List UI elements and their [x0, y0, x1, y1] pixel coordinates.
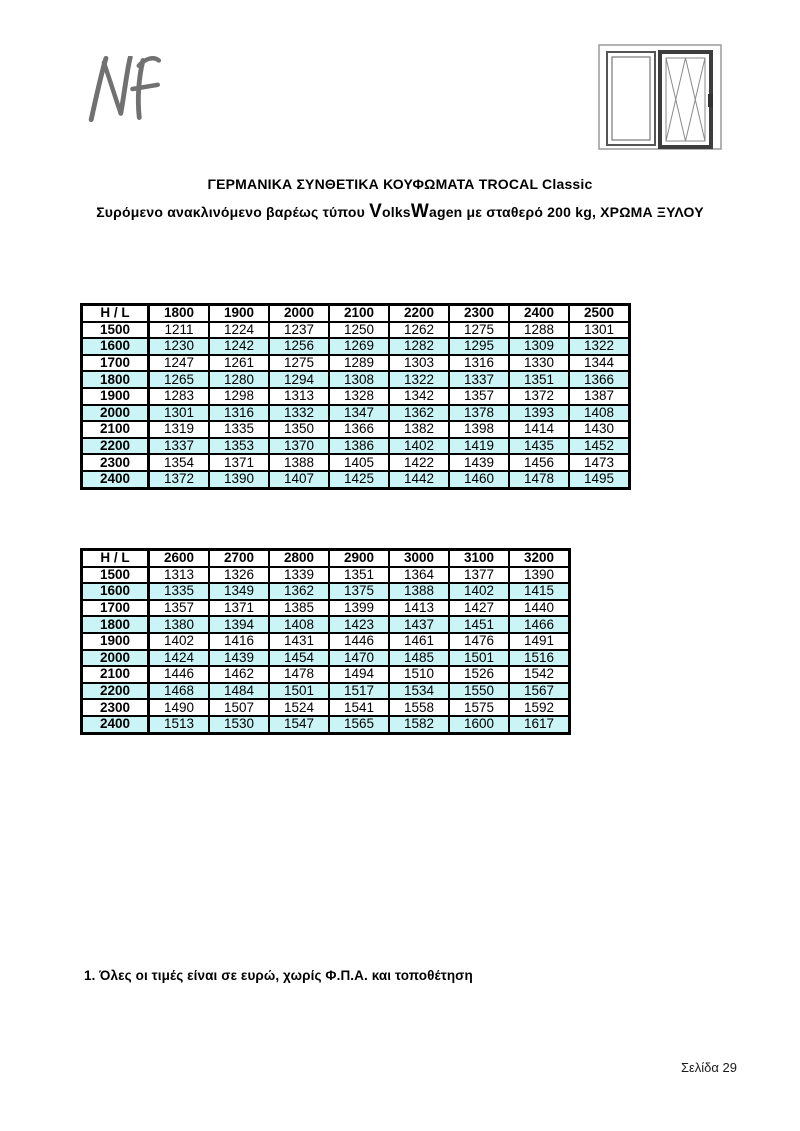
price-table: [80, 548, 571, 735]
price-cell: 1283: [149, 388, 210, 405]
price-cell: 1390: [209, 471, 269, 488]
price-cell: 1322: [389, 371, 449, 388]
table-row: [82, 438, 630, 455]
height-header-cell: 1900: [82, 633, 149, 650]
price-cell: 1247: [149, 355, 210, 372]
price-cell: 1313: [149, 567, 210, 584]
price-cell: 1454: [269, 650, 329, 667]
price-cell: 1600: [449, 716, 509, 733]
price-cell: 1485: [389, 650, 449, 667]
price-cell: 1388: [389, 583, 449, 600]
price-cell: 1484: [209, 683, 269, 700]
price-cell: 1494: [329, 666, 389, 683]
price-cell: 1408: [269, 616, 329, 633]
price-cell: 1526: [449, 666, 509, 683]
height-header-cell: 2000: [82, 405, 149, 422]
price-cell: 1617: [509, 716, 570, 733]
price-cell: 1431: [269, 633, 329, 650]
height-header-cell: 2400: [82, 716, 149, 733]
price-cell: 1422: [389, 454, 449, 471]
price-cell: 1466: [509, 616, 570, 633]
price-cell: 1298: [209, 388, 269, 405]
price-cell: 1351: [509, 371, 569, 388]
price-cell: 1339: [269, 567, 329, 584]
price-table-1-container: [80, 303, 631, 490]
price-cell: 1446: [149, 666, 210, 683]
height-header-cell: 2100: [82, 666, 149, 683]
price-cell: 1316: [209, 405, 269, 422]
price-cell: 1478: [509, 471, 569, 488]
price-cell: 1308: [329, 371, 389, 388]
price-cell: 1335: [149, 583, 210, 600]
price-cell: 1534: [389, 683, 449, 700]
price-cell: 1542: [509, 666, 570, 683]
price-cell: 1402: [389, 438, 449, 455]
height-header-cell: 2100: [82, 421, 149, 438]
price-cell: 1414: [509, 421, 569, 438]
price-cell: 1565: [329, 716, 389, 733]
price-cell: 1470: [329, 650, 389, 667]
width-header-cell: 2300: [449, 305, 509, 322]
price-cell: 1309: [509, 338, 569, 355]
height-header-cell: 1800: [82, 616, 149, 633]
height-header-cell: 2400: [82, 471, 149, 488]
price-cell: 1550: [449, 683, 509, 700]
price-cell: 1495: [569, 471, 630, 488]
price-cell: 1387: [569, 388, 630, 405]
price-cell: 1476: [449, 633, 509, 650]
price-cell: 1250: [329, 322, 389, 339]
width-header-cell: 1900: [209, 305, 269, 322]
page-subtitle: [0, 201, 800, 223]
window-handle-icon: [708, 94, 713, 107]
table-row: [82, 683, 570, 700]
price-cell: 1402: [449, 583, 509, 600]
width-header-cell: 2500: [569, 305, 630, 322]
table-row: [82, 650, 570, 667]
height-header-cell: 1600: [82, 583, 149, 600]
price-cell: 1377: [449, 567, 509, 584]
price-cell: 1385: [269, 600, 329, 617]
price-cell: 1326: [209, 567, 269, 584]
table-row: [82, 388, 630, 405]
price-cell: 1440: [509, 600, 570, 617]
price-cell: 1415: [509, 583, 570, 600]
price-cell: 1462: [209, 666, 269, 683]
price-cell: 1262: [389, 322, 449, 339]
price-cell: 1265: [149, 371, 210, 388]
width-header-cell: 3200: [509, 550, 570, 567]
price-cell: 1460: [449, 471, 509, 488]
price-cell: 1349: [209, 583, 269, 600]
price-cell: 1491: [509, 633, 570, 650]
price-cell: 1402: [149, 633, 210, 650]
price-cell: 1301: [149, 405, 210, 422]
table-row: [82, 633, 570, 650]
price-cell: 1446: [329, 633, 389, 650]
price-cell: 1294: [269, 371, 329, 388]
subtitle-part: olks: [381, 204, 411, 220]
price-cell: 1357: [149, 600, 210, 617]
price-cell: 1427: [449, 600, 509, 617]
price-cell: 1530: [209, 716, 269, 733]
price-cell: 1322: [569, 338, 630, 355]
table-row: [82, 616, 570, 633]
price-cell: 1289: [329, 355, 389, 372]
price-cell: 1332: [269, 405, 329, 422]
price-cell: 1435: [509, 438, 569, 455]
price-cell: 1372: [509, 388, 569, 405]
width-header-cell: 2000: [269, 305, 329, 322]
price-cell: 1468: [149, 683, 210, 700]
price-cell: 1375: [329, 583, 389, 600]
price-cell: 1393: [509, 405, 569, 422]
table-row: [82, 322, 630, 339]
price-cell: 1524: [269, 699, 329, 716]
subtitle-bigcap-v: V: [369, 201, 382, 222]
price-cell: 1351: [329, 567, 389, 584]
width-header-cell: 2700: [209, 550, 269, 567]
price-cell: 1510: [389, 666, 449, 683]
price-cell: 1342: [389, 388, 449, 405]
price-cell: 1517: [329, 683, 389, 700]
price-cell: 1372: [149, 471, 210, 488]
price-cell: 1501: [269, 683, 329, 700]
table-row: [82, 355, 630, 372]
price-cell: 1442: [389, 471, 449, 488]
page-title: ΓΕΡΜΑΝΙΚΑ ΣΥΝΘΕΤΙΚΑ ΚΟΥΦΩΜΑΤΑ TROCAL Classic: [207, 176, 593, 192]
price-cell: 1295: [449, 338, 509, 355]
price-cell: 1398: [449, 421, 509, 438]
price-cell: 1382: [389, 421, 449, 438]
table-row: [82, 471, 630, 488]
nf-logo-icon: [88, 56, 162, 122]
price-cell: 1451: [449, 616, 509, 633]
table-row: [82, 699, 570, 716]
price-cell: 1541: [329, 699, 389, 716]
price-cell: 1366: [569, 371, 630, 388]
price-cell: 1280: [209, 371, 269, 388]
subtitle-bigcap-w: W: [410, 201, 429, 222]
price-cell: 1507: [209, 699, 269, 716]
price-cell: 1371: [209, 600, 269, 617]
price-cell: 1269: [329, 338, 389, 355]
price-cell: 1592: [509, 699, 570, 716]
price-cell: 1582: [389, 716, 449, 733]
price-cell: 1423: [329, 616, 389, 633]
price-cell: 1388: [269, 454, 329, 471]
table-row: [82, 716, 570, 733]
price-cell: 1513: [149, 716, 210, 733]
width-header-cell: 2800: [269, 550, 329, 567]
price-cell: 1316: [449, 355, 509, 372]
price-cell: 1378: [449, 405, 509, 422]
price-cell: 1413: [389, 600, 449, 617]
price-cell: 1350: [269, 421, 329, 438]
price-cell: 1301: [569, 322, 630, 339]
price-cell: 1282: [389, 338, 449, 355]
price-cell: 1439: [209, 650, 269, 667]
height-header-cell: 2200: [82, 438, 149, 455]
table-row: [82, 405, 630, 422]
price-cell: 1354: [149, 454, 210, 471]
height-header-cell: 1700: [82, 355, 149, 372]
price-cell: 1567: [509, 683, 570, 700]
price-cell: 1516: [509, 650, 570, 667]
corner-header-cell: H / L: [82, 550, 149, 567]
price-cell: 1364: [389, 567, 449, 584]
price-cell: 1242: [209, 338, 269, 355]
price-cell: 1357: [449, 388, 509, 405]
price-table-2-container: [80, 548, 571, 735]
subtitle-part: Συρόμενο ανακλινόμενο βαρέως τύπου: [96, 204, 370, 220]
price-cell: 1407: [269, 471, 329, 488]
price-cell: 1224: [209, 322, 269, 339]
table-row: [82, 600, 570, 617]
height-header-cell: 1500: [82, 567, 149, 584]
table-row: [82, 371, 630, 388]
height-header-cell: 2000: [82, 650, 149, 667]
price-cell: 1366: [329, 421, 389, 438]
price-cell: 1394: [209, 616, 269, 633]
table-row: [82, 567, 570, 584]
price-cell: 1337: [149, 438, 210, 455]
price-cell: 1501: [449, 650, 509, 667]
price-cell: 1425: [329, 471, 389, 488]
width-header-cell: 3100: [449, 550, 509, 567]
price-cell: 1439: [449, 454, 509, 471]
price-cell: 1335: [209, 421, 269, 438]
price-cell: 1362: [389, 405, 449, 422]
price-cell: 1330: [509, 355, 569, 372]
price-cell: 1288: [509, 322, 569, 339]
price-cell: 1558: [389, 699, 449, 716]
price-cell: 1380: [149, 616, 210, 633]
corner-header-cell: H / L: [82, 305, 149, 322]
width-header-cell: 2100: [329, 305, 389, 322]
price-cell: 1473: [569, 454, 630, 471]
price-cell: 1328: [329, 388, 389, 405]
height-header-cell: 1600: [82, 338, 149, 355]
height-header-cell: 1500: [82, 322, 149, 339]
price-cell: 1399: [329, 600, 389, 617]
price-cell: 1575: [449, 699, 509, 716]
price-cell: 1424: [149, 650, 210, 667]
table-row: [82, 338, 630, 355]
width-header-cell: 2600: [149, 550, 210, 567]
height-header-cell: 1900: [82, 388, 149, 405]
price-cell: 1275: [449, 322, 509, 339]
header-row: [82, 550, 570, 567]
price-cell: 1256: [269, 338, 329, 355]
width-header-cell: 2400: [509, 305, 569, 322]
price-cell: 1452: [569, 438, 630, 455]
width-header-cell: 1800: [149, 305, 210, 322]
price-cell: 1230: [149, 338, 210, 355]
width-header-cell: 3000: [389, 550, 449, 567]
header-row: [82, 305, 630, 322]
width-header-cell: 2900: [329, 550, 389, 567]
price-cell: 1478: [269, 666, 329, 683]
price-cell: 1362: [269, 583, 329, 600]
page-number-label: Σελίδα 29: [680, 1060, 737, 1075]
price-cell: 1461: [389, 633, 449, 650]
price-cell: 1319: [149, 421, 210, 438]
height-header-cell: 2200: [82, 683, 149, 700]
price-cell: 1437: [389, 616, 449, 633]
price-cell: 1490: [149, 699, 210, 716]
table-row: [82, 421, 630, 438]
price-cell: 1390: [509, 567, 570, 584]
price-cell: 1419: [449, 438, 509, 455]
price-cell: 1211: [149, 322, 210, 339]
height-header-cell: 1700: [82, 600, 149, 617]
price-cell: 1337: [449, 371, 509, 388]
price-cell: 1547: [269, 716, 329, 733]
price-cell: 1386: [329, 438, 389, 455]
table-row: [82, 583, 570, 600]
price-cell: 1347: [329, 405, 389, 422]
height-header-cell: 2300: [82, 699, 149, 716]
price-cell: 1344: [569, 355, 630, 372]
price-cell: 1370: [269, 438, 329, 455]
table-row: [82, 454, 630, 471]
price-cell: 1371: [209, 454, 269, 471]
table-row: [82, 666, 570, 683]
height-header-cell: 2300: [82, 454, 149, 471]
price-cell: 1430: [569, 421, 630, 438]
subtitle-part: agen με σταθερό 200 kg, ΧΡΩΜΑ ΞΥΛΟΥ: [428, 204, 704, 220]
footnote: 1. Όλες οι τιμές είναι σε ευρώ, χωρίς Φ.Π.Α. και τοποθέτηση: [84, 968, 473, 983]
price-cell: 1303: [389, 355, 449, 372]
width-header-cell: 2200: [389, 305, 449, 322]
price-cell: 1408: [569, 405, 630, 422]
price-table: [80, 303, 631, 490]
price-cell: 1313: [269, 388, 329, 405]
price-cell: 1237: [269, 322, 329, 339]
price-cell: 1261: [209, 355, 269, 372]
price-cell: 1456: [509, 454, 569, 471]
price-cell: 1275: [269, 355, 329, 372]
price-cell: 1405: [329, 454, 389, 471]
window-diagram-icon: [598, 44, 722, 150]
price-cell: 1353: [209, 438, 269, 455]
height-header-cell: 1800: [82, 371, 149, 388]
price-cell: 1416: [209, 633, 269, 650]
